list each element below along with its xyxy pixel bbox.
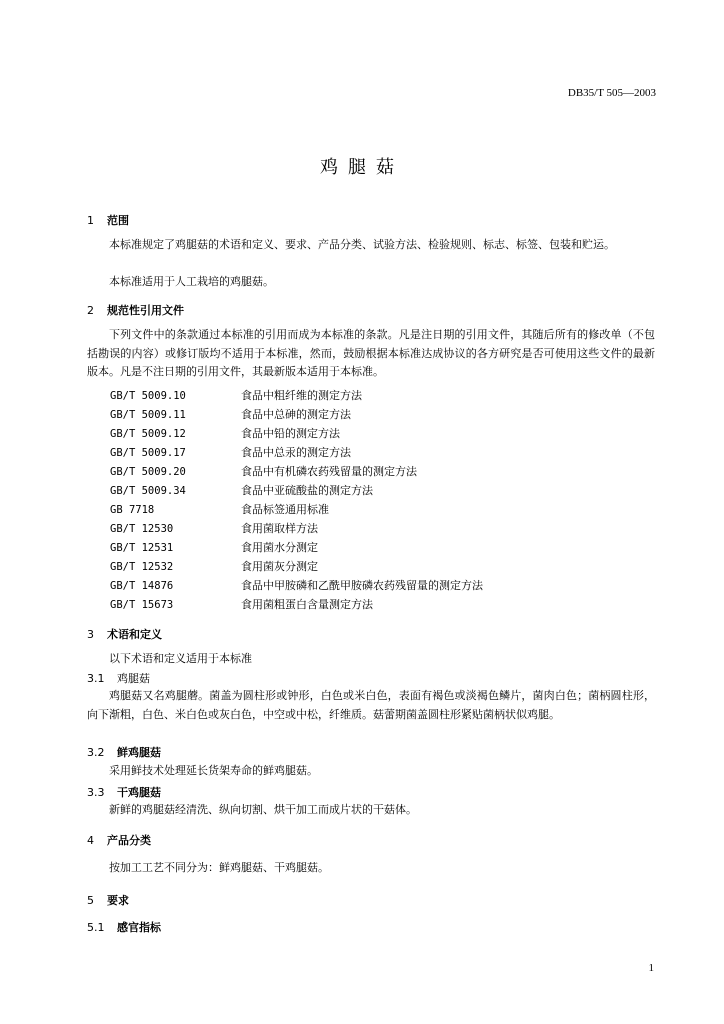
reference-title: 食用菌灰分测定	[241, 560, 318, 573]
subsection-title: 鲜鸡腿菇	[117, 746, 161, 759]
document-code: DB35/T 505—2003	[567, 87, 656, 99]
section-heading-2	[87, 302, 184, 318]
reference-code: GB/T 15673	[110, 599, 174, 611]
subsection-number: 3.1	[87, 672, 105, 685]
reference-title: 食用菌取样方法	[241, 522, 318, 535]
reference-title: 食品中亚硫酸盐的测定方法	[241, 484, 373, 497]
subsection-number: 5.1	[87, 921, 105, 934]
section-number: 4	[87, 834, 94, 847]
reference-item	[110, 558, 318, 574]
paragraph-term-definition: 新鲜的鸡腿菇经清洗、纵向切割、烘干加工而成片状的干菇体。	[109, 803, 417, 816]
reference-title: 食品中有机磷农药残留量的测定方法	[241, 465, 417, 478]
reference-code: GB/T 12532	[110, 561, 174, 573]
section-number: 5	[87, 894, 94, 907]
reference-code: GB 7718	[110, 504, 155, 516]
section-title: 产品分类	[107, 834, 151, 847]
subsection-heading-3-3	[87, 784, 161, 800]
paragraph-scope-1: 本标准规定了鸡腿菇的术语和定义、要求、产品分类、试验方法、检验规则、标志、标签、包装和贮运。	[109, 238, 615, 251]
section-number: 3	[87, 628, 94, 641]
reference-item	[110, 425, 340, 441]
reference-title: 食品标签通用标准	[241, 503, 329, 516]
section-title: 术语和定义	[107, 628, 162, 641]
section-number: 1	[87, 214, 94, 227]
section-heading-1	[87, 212, 129, 228]
subsection-title: 感官指标	[117, 921, 161, 934]
reference-item	[110, 463, 417, 479]
reference-item	[110, 387, 362, 403]
paragraph-classification: 按加工工艺不同分为：鲜鸡腿菇、干鸡腿菇。	[109, 861, 329, 874]
reference-code: GB/T 5009.10	[110, 390, 186, 402]
subsection-heading-5-1	[87, 919, 161, 935]
reference-title: 食品中甲胺磷和乙酰甲胺磷农药残留量的测定方法	[241, 579, 483, 592]
reference-code: GB/T 5009.11	[110, 409, 186, 421]
document-title: 鸡腿菇	[320, 157, 404, 178]
reference-item	[110, 539, 318, 555]
reference-item	[110, 444, 351, 460]
paragraph-references: 下列文件中的条款通过本标准的引用而成为本标准的条款。凡是注日期的引用文件，其随后所有的修改单（不包括勘误的内容）或修订版均不适用于本标准，然而，鼓励根据本标准达成协议的各方研究是否可使用这些文件的最新版本。凡是不注日期的引用文件，其最新版本适用于本标准。	[87, 328, 655, 378]
reference-title: 食用菌粗蛋白含量测定方法	[241, 598, 373, 611]
subsection-number: 3.3	[87, 786, 105, 799]
reference-code: GB/T 5009.34	[110, 485, 186, 497]
reference-code: GB/T 12531	[110, 542, 174, 554]
section-heading-3	[87, 626, 162, 642]
reference-item	[110, 520, 318, 536]
reference-code: GB/T 12530	[110, 523, 174, 535]
paragraph-term-definition: 采用鲜技术处理延长货架寿命的鲜鸡腿菇。	[109, 764, 318, 777]
subsection-heading-3-2	[87, 744, 161, 760]
reference-item	[110, 577, 483, 593]
reference-code: GB/T 5009.20	[110, 466, 186, 478]
page-number: 1	[648, 962, 654, 974]
reference-item	[110, 482, 373, 498]
reference-code: GB/T 5009.12	[110, 428, 186, 440]
section-heading-4	[87, 832, 151, 848]
reference-title: 食品中粗纤维的测定方法	[241, 389, 362, 402]
reference-title: 食品中总汞的测定方法	[241, 446, 351, 459]
paragraph-term-definition: 鸡腿菇又名鸡腿蘑。菌盖为圆柱形或钟形，白色或米白色，表面有褐色或淡褐色鳞片，菌肉白色；菌柄圆柱形，向下渐粗，白色、米白色或灰白色，中空或中松，纤维质。菇蕾期菌盖圆柱形紧贴菌柄状似鸡腿。	[87, 689, 655, 721]
section-title: 要求	[107, 894, 129, 907]
subsection-number: 3.2	[87, 746, 105, 759]
subsection-heading-3-1	[87, 670, 150, 686]
reference-item	[110, 596, 373, 612]
reference-title: 食品中总砷的测定方法	[241, 408, 351, 421]
subsection-title: 鸡腿菇	[117, 672, 150, 685]
paragraph-terms-intro: 以下术语和定义适用于本标准	[109, 652, 252, 665]
reference-title: 食用菌水分测定	[241, 541, 318, 554]
reference-code: GB/T 14876	[110, 580, 174, 592]
section-title: 规范性引用文件	[107, 304, 184, 317]
reference-title: 食品中铅的测定方法	[241, 427, 340, 440]
paragraph-scope-2: 本标准适用于人工栽培的鸡腿菇。	[109, 275, 274, 288]
section-heading-5	[87, 892, 129, 908]
section-number: 2	[87, 304, 94, 317]
reference-code: GB/T 5009.17	[110, 447, 186, 459]
reference-item	[110, 501, 329, 517]
reference-item	[110, 406, 351, 422]
section-title: 范围	[107, 214, 129, 227]
subsection-title: 干鸡腿菇	[117, 786, 161, 799]
